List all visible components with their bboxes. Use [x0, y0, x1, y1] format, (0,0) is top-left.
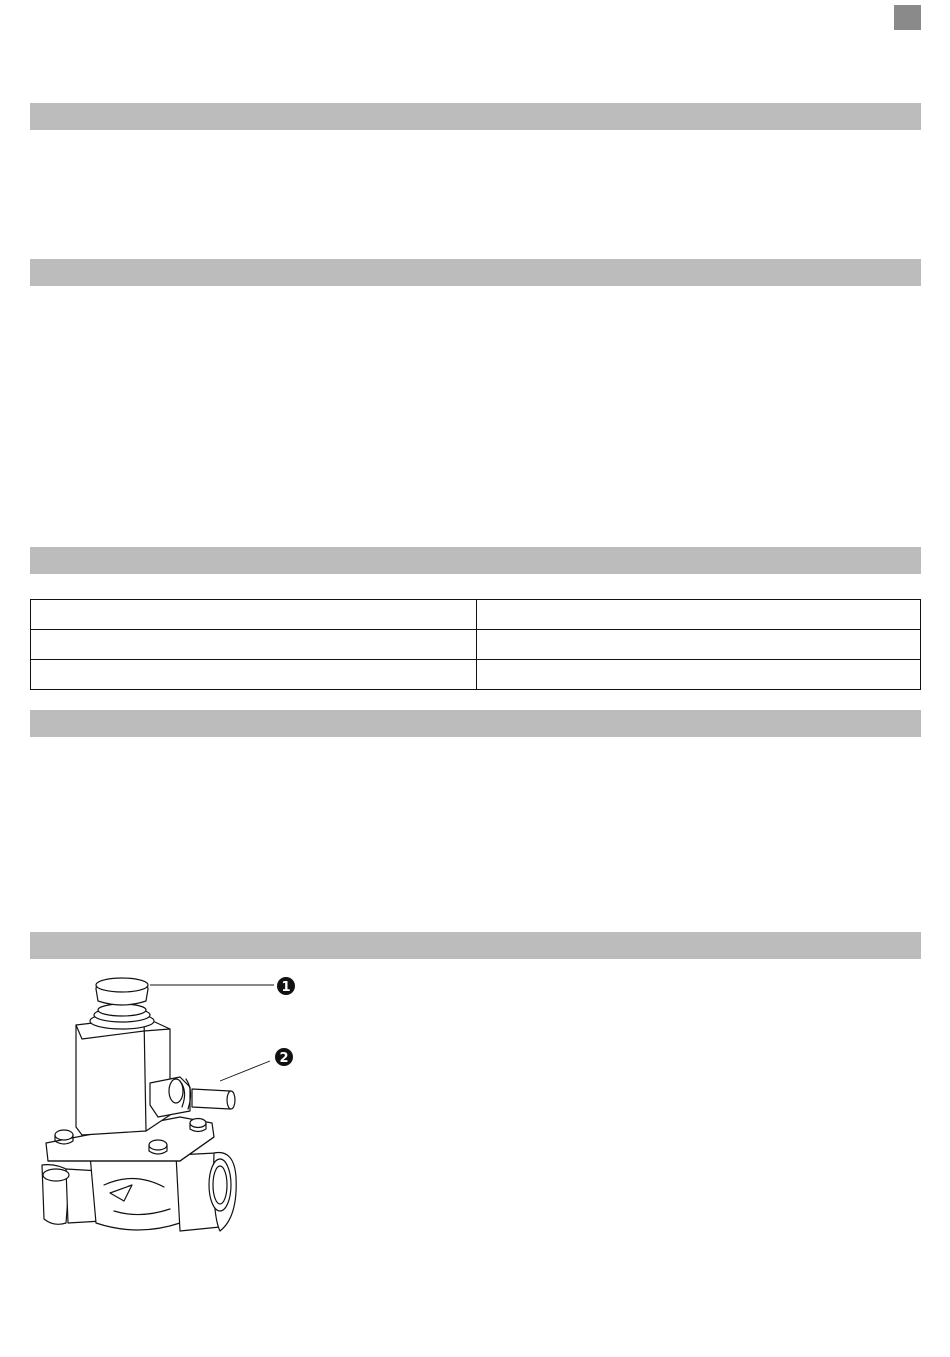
section-header-bar-1 [30, 103, 921, 130]
section-header-bar-4 [30, 710, 921, 737]
section-header-bar-2 [30, 259, 921, 286]
callout-number: 1 [281, 980, 291, 995]
table-cell [477, 600, 921, 630]
page-tab-marker [894, 5, 921, 30]
section-header-bar-5 [30, 932, 921, 959]
table-cell [477, 660, 921, 690]
table-row [31, 630, 921, 660]
table-row [31, 600, 921, 630]
table-cell [31, 660, 477, 690]
table-cell [31, 600, 477, 630]
section-header-bar-3 [30, 547, 921, 574]
table-cell [477, 630, 921, 660]
table-cell [31, 630, 477, 660]
table-row [31, 660, 921, 690]
specifications-table [30, 599, 921, 690]
solenoid-valve-icon [30, 965, 330, 1255]
callout-number: 2 [279, 1051, 289, 1066]
valve-figure [30, 965, 330, 1255]
